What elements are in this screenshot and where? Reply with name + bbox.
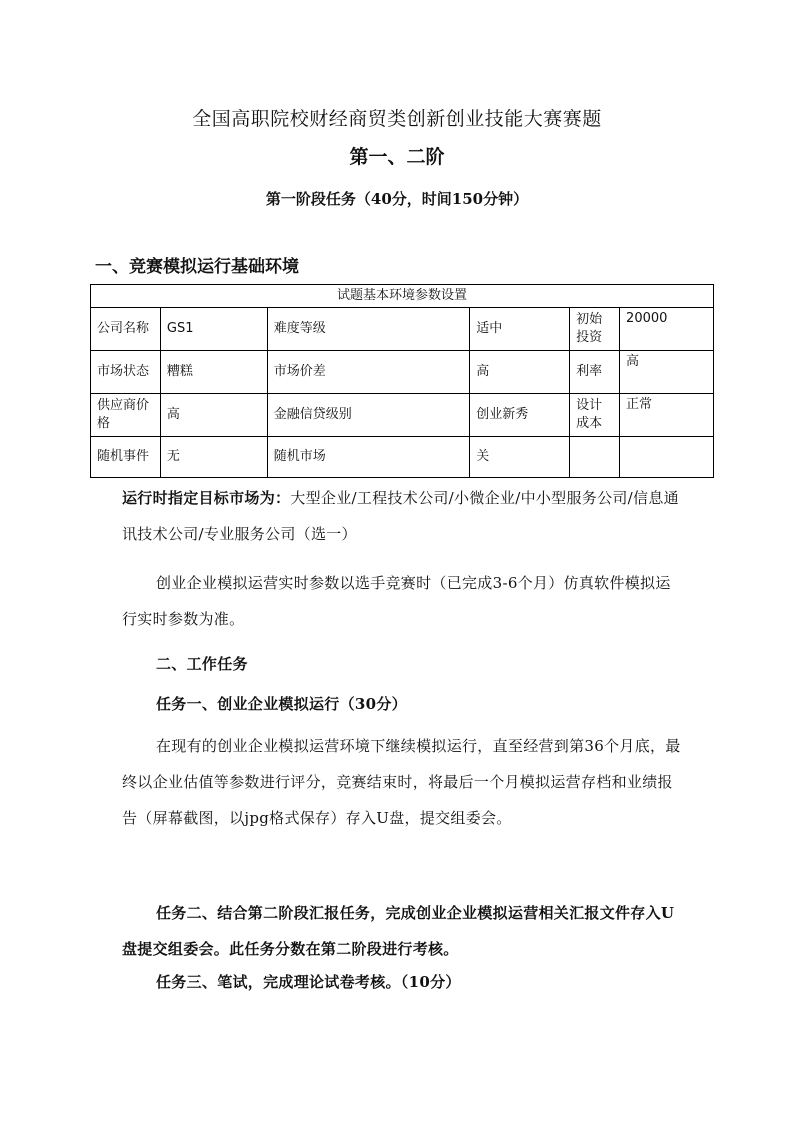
table-row <box>91 437 714 478</box>
table-row <box>91 351 714 394</box>
table-cell: 随机市场 <box>267 437 470 478</box>
table-row <box>91 394 714 437</box>
document-title: 全国高职院校财经商贸类创新创业技能大赛赛题 <box>192 108 602 130</box>
document-subtitle: 第一、二阶 <box>349 146 445 168</box>
table-caption-row <box>91 285 714 308</box>
target-market-paragraph <box>122 480 682 552</box>
table-cell: 设计成本 <box>570 394 620 437</box>
task3-description: 任务三、笔试，完成理论试卷考核。（10分） <box>156 973 461 991</box>
table-cell: 高 <box>620 351 714 394</box>
table-cell: 初始投资 <box>570 308 620 351</box>
table-cell: 难度等级 <box>267 308 470 351</box>
table-cell <box>620 437 714 478</box>
task1-description: 在现有的创业企业模拟运营环境下继续模拟运行，直至经营到第36个月底，最终以企业估值等参数进行评分，竞赛结束时，将最后一个月模拟运营存档和业绩报告（屏幕截图，以jpg格式保存）存入U盘，提交组委会。 <box>122 737 681 827</box>
table-cell: 金融信贷级别 <box>267 394 470 437</box>
task2-description: 任务二、结合第二阶段汇报任务，完成创业企业模拟运营相关汇报文件存入U盘提交组委会。此任务分数在第二阶段进行考核。 <box>122 904 675 958</box>
table-cell: GS1 <box>160 308 267 351</box>
table-row <box>91 308 714 351</box>
table-cell: 无 <box>160 437 267 478</box>
task1-title: 任务一、创业企业模拟运行（30分） <box>156 695 407 713</box>
table-cell: 关 <box>470 437 570 478</box>
target-market-label: 运行时指定目标市场为： <box>122 489 291 507</box>
table-cell: 市场价差 <box>267 351 470 394</box>
table-cell: 20000 <box>620 308 714 351</box>
table-cell: 正常 <box>620 394 714 437</box>
table-cell: 糟糕 <box>160 351 267 394</box>
realtime-params-paragraph: 创业企业模拟运营实时参数以选手竞赛时（已完成3-6个月）仿真软件模拟运行实时参数为准。 <box>122 574 671 628</box>
table-cell: 高 <box>470 351 570 394</box>
table-cell: 市场状态 <box>91 351 161 394</box>
environment-params-table <box>90 284 714 478</box>
stage-task-heading: 第一阶段任务（40分，时间150分钟） <box>265 190 529 208</box>
section-heading-environment: 一、竞赛模拟运行基础环境 <box>95 257 299 277</box>
table-cell: 随机事件 <box>91 437 161 478</box>
table-cell <box>570 437 620 478</box>
table-cell: 适中 <box>470 308 570 351</box>
table-cell: 供应商价格 <box>91 394 161 437</box>
table-cell: 创业新秀 <box>470 394 570 437</box>
table-cell: 公司名称 <box>91 308 161 351</box>
table-cell: 利率 <box>570 351 620 394</box>
table-cell: 高 <box>160 394 267 437</box>
section-heading-tasks: 二、工作任务 <box>156 655 248 673</box>
table-caption: 试题基本环境参数设置 <box>91 285 714 308</box>
target-market-text: 大型企业/工程技术公司/小微企业/中小型服务公司/信息通讯技术公司/专业服务公司（选一） <box>122 489 679 543</box>
